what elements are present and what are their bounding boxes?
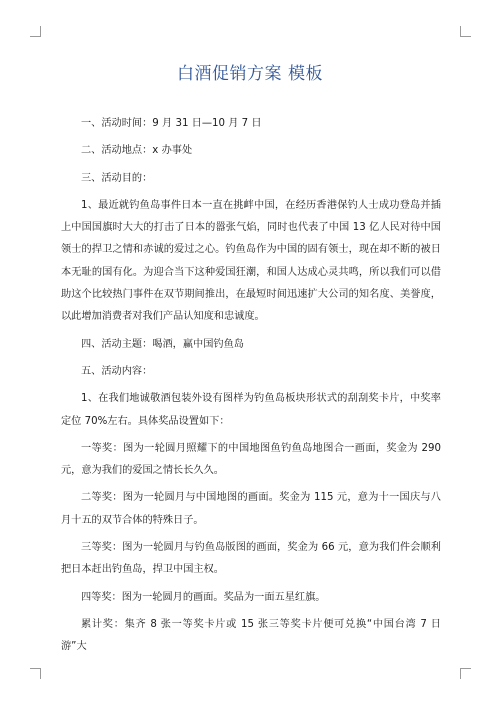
crop-mark-top-right [460,26,471,37]
paragraph-activity-theme: 四、活动主题：喝酒，赢中国钓鱼岛 [81,338,244,350]
paragraph-scratch-card: 1、在我们地诚敬酒包装外设有图样为钓鱼岛板块形状式的刮刮奖卡片，中奖率定位 70%左右。具体奖品设置如下： [61,393,441,427]
paragraph-second-prize: 二等奖：图为一轮圆月与中国地图的画面。奖金为 115 元，意为十一国庆与八月十五的双节合体的特殊日子。 [61,492,441,526]
crop-mark-bottom-right [460,668,471,679]
paragraph-activity-content-heading: 五、活动内容： [81,365,153,377]
paragraph-activity-time: 一、活动时间：9 月 31 日—10 月 7 日 [81,118,262,129]
paragraph-activity-location: 二、活动地点：x 办事处 [81,145,193,157]
crop-mark-bottom-left [30,668,41,679]
document-body [61,113,441,664]
paragraph-cumulative-prize: 累计奖：集齐 8 张一等奖卡片或 15 张三等奖卡片便可兑换“中国台湾 7 日游”大 [61,618,441,653]
paragraph-fourth-prize: 四等奖：图为一轮圆月的画面。奖品为一面五星红旗。 [81,591,326,603]
paragraph-first-prize: 一等奖：图为一轮圆月照耀下的中国地图鱼钓鱼岛地图合一画面，奖金为 290 元，意为我们的爱国之情长长久久。 [61,442,441,477]
paragraph-activity-purpose-heading: 三、活动目的： [81,172,153,184]
document-title: 白酒促销方案 模板 [177,64,323,84]
crop-mark-top-left [30,26,41,37]
paragraph-third-prize: 三等奖：图为一轮圆月与钓鱼岛版图的画面，奖金为 66 元，意为我们件会顺利把日本赶出钓鱼岛，捍卫中国主权。 [61,542,441,576]
paragraph-activity-purpose: 1、最近就钓鱼岛事件日本一直在挑衅中国，在经历香港保钓人士成功登岛并插上中国国旗时大大的打击了日本的嚣张气焰，同时也代表了中国 13 亿人民对待中国领士的捍卫之情和赤诚的爱过之心。钓鱼岛作为中国的固有领士，现在却不断的被日本无耻的国有化。为迎合当下这种爱国狂潮，和国人达成心灵共鸣，所以我们可以借助这个比较热门事件在双节期间推出，在最短时间迅速扩大公司的知名度、美誉度，以此增加消费者对我们产品认知度和忠诚度。 [61,199,441,323]
